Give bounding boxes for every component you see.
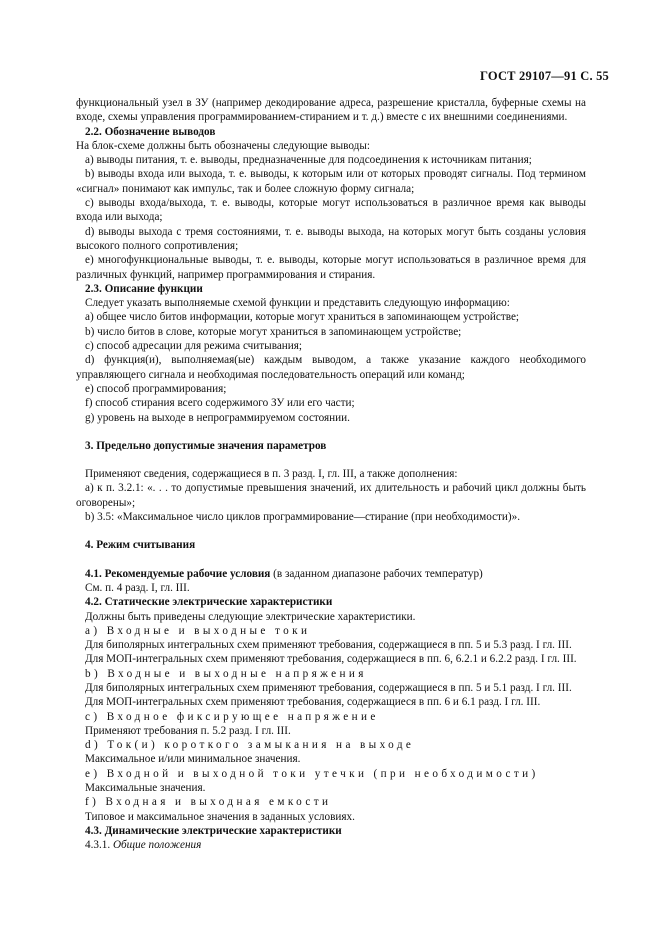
paragraph: На блок-схеме должны быть обозначены следующие выводы:: [76, 139, 370, 152]
section-4-3-1-number: 4.3.1.: [85, 839, 113, 852]
paragraph: Для МОП-интегральных схем применяют требования, содержащиеся в пп. 6, 6.2.1 и 6.2.2 разд. I гл. III.: [85, 653, 577, 666]
subheading-spaced: f) Входная и выходная емкости: [85, 796, 332, 809]
list-item: a) выводы питания, т. е. выводы, предназначенные для подсоединения к источникам питания;: [85, 154, 532, 167]
section-4-3-heading: 4.3. Динамические электрические характеристики: [85, 824, 342, 837]
subheading-spaced: d) Ток(и) короткого замыкания на выходе: [85, 739, 415, 752]
list-item: b) выводы входа или выхода, т. е. выводы, к которым или от которых проводят сигналы. Под термином «сигнал» понимают как импульс, так и более сложную форму сигнала;: [76, 168, 586, 195]
subheading-spaced: a) Входные и выходные токи: [85, 624, 311, 637]
paragraph: См. п. 4 разд. I, гл. III.: [85, 581, 190, 594]
paragraph: Для МОП-интегральных схем применяют требования, содержащиеся в пп. 6 и 6.1 разд. I гл. III.: [85, 696, 541, 709]
section-4-2-heading: 4.2. Статические электрические характеристики: [85, 596, 333, 609]
list-item: b) число битов в слове, которые могут храниться в запоминающем устройстве;: [85, 325, 462, 338]
list-item: a) общее число битов информации, которые могут храниться в запоминающем устройстве;: [85, 311, 520, 324]
list-item: f) способ стирания всего содержимого ЗУ или его части;: [85, 397, 355, 410]
intro-paragraph: функциональный узел в ЗУ (например декодирование адреса, разрешение кристалла, буферные схемы на входе, схемы управления программированием-стиранием и т. д.) вместе с их внешними соединениями.: [76, 97, 586, 124]
list-item: a) к п. 3.2.1: «. . . то допустимые превышения значений, их длительность и рабочий цикл должны быть оговорены»;: [76, 482, 586, 509]
paragraph: Максимальные значения.: [85, 782, 206, 795]
section-4-3-1-title: Общие положения: [112, 839, 202, 852]
list-item: b) 3.5: «Максимальное число циклов программирование—стирание (при необходимости)».: [85, 511, 521, 524]
paragraph: Применяют требования п. 5.2 разд. I гл. III.: [85, 724, 291, 737]
section-4-1-heading-tail: (в заданном диапазоне рабочих температур): [270, 567, 483, 580]
paragraph: Типовое и максимальное значения в заданных условиях.: [85, 810, 355, 823]
paragraph: Максимальное и/или минимальное значения.: [85, 753, 301, 766]
list-item: d) функция(и), выполняемая(ые) каждым выводом, а также указание каждого необходимого управляющего сигнала и необходимая последовательность операций или команд;: [76, 354, 586, 381]
section-4-heading: 4. Режим считывания: [85, 539, 196, 552]
list-item: e) способ программирования;: [85, 382, 227, 395]
paragraph: Следует указать выполняемые схемой функции и представить следующую информацию:: [85, 297, 510, 310]
section-3-heading: 3. Предельно допустимые значения параметров: [85, 439, 327, 452]
paragraph: Для биполярных интегральных схем применяют требования, содержащиеся в пп. 5 и 5.3 разд. I гл. III.: [85, 639, 572, 652]
section-2-3-heading: 2.3. Описание функции: [85, 282, 203, 295]
list-item: d) выводы выхода с тремя состояниями, т. е. выводы выхода, на которых могут быть созданы условия высокого полного сопротивления;: [76, 225, 586, 252]
list-item: e) многофункциональные выводы, т. е. выводы, которые могут использоваться в различное время для различных функций, например программирования и стирания.: [76, 254, 586, 281]
section-4-1-heading: 4.1. Рекомендуемые рабочие условия: [85, 567, 271, 580]
list-item: g) уровень на выходе в непрограммируемом состоянии.: [85, 411, 350, 424]
subheading-spaced: c) Входное фиксирующее напряжение: [85, 710, 379, 723]
list-item: c) выводы входа/выхода, т. е. выводы, которые могут использоваться в различное время как выводы входа или выхода;: [76, 197, 586, 224]
document-body: [76, 96, 586, 853]
list-item: c) способ адресации для режима считывания;: [85, 340, 303, 353]
paragraph: Применяют сведения, содержащиеся в п. 3 разд. I, гл. III, а также дополнения:: [85, 468, 458, 481]
paragraph: Для биполярных интегральных схем применяют требования, содержащиеся в пп. 5 и 5.1 разд. I гл. III.: [85, 681, 572, 694]
page-header: ГОСТ 29107—91 С. 55: [480, 69, 609, 83]
subheading-spaced: b) Входные и выходные напряжения: [85, 667, 367, 680]
paragraph: Должны быть приведены следующие электрические характеристики.: [85, 610, 416, 623]
subheading-spaced: e) Входной и выходной токи утечки (при необходимости): [85, 767, 539, 780]
section-2-2-heading: 2.2. Обозначение выводов: [85, 125, 216, 138]
